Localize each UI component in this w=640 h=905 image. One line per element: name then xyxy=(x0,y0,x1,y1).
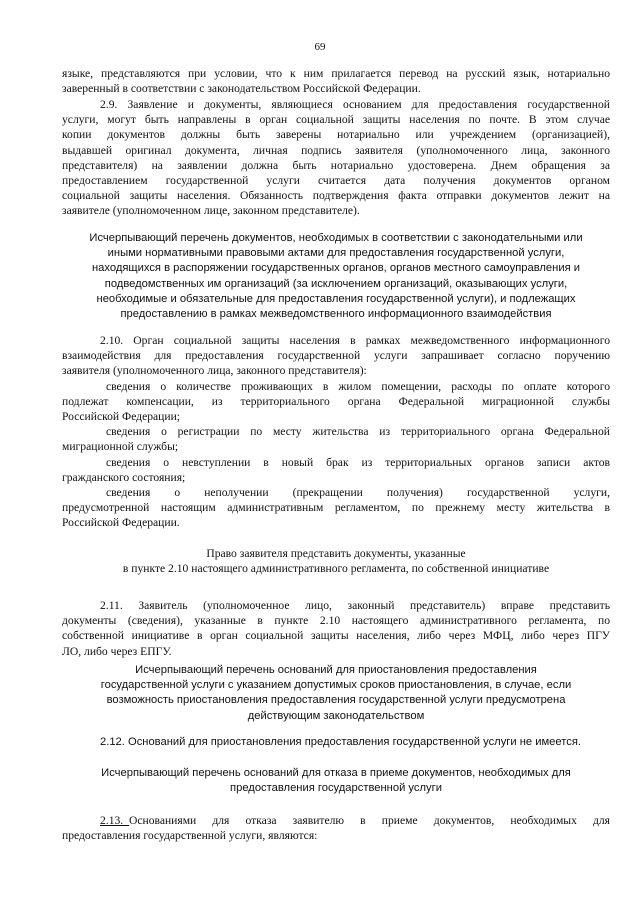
text-line: копии документов должны быть заверены нотариально или учреждением (организацией), xyxy=(62,128,610,142)
paragraph-2-13 xyxy=(62,813,610,843)
heading-line: иными нормативными правовыми актами для предоставления государственной услуги, xyxy=(107,247,565,260)
heading-line: предоставлению в рамках межведомственного информационного взаимодействия xyxy=(120,308,552,321)
text-line: миграционной службы; xyxy=(62,440,179,454)
text-line: документы (сведения), указанные в пункте 2.10 настоящего административного регламента, по xyxy=(62,614,610,628)
text-fragment: Основаниями для отказа заявителю в приеме документов, необходимых для xyxy=(128,814,610,827)
heading-line: Исчерпывающий перечень документов, необходимых в соответствии с законодательными или xyxy=(89,232,583,244)
paragraph-2-9 xyxy=(62,97,610,219)
text-line: 2.9. Заявление и документы, являющиеся основанием для предоставления государственной xyxy=(100,98,610,111)
heading-line: необходимые и обязательные для предоставления государственной услуги), и подлежащих xyxy=(96,292,576,305)
section-heading-refusal xyxy=(62,766,610,796)
text-line: услуги, могут быть направлены в орган социальной защиты населения по почте. В этом случае xyxy=(62,113,610,127)
text-line: социальной защиты населения. Обязанность подтверждения факта отправки документов лежит на xyxy=(62,189,610,203)
text-line: языке, представляются при условии, что к ним прилагается перевод на русский язык, нотариально xyxy=(62,67,610,80)
text-line: заявителе (уполномоченном лице, законном представителе). xyxy=(62,204,360,218)
text-line: взаимодействия для предоставления государственной услуги запрашивает согласно поручению xyxy=(62,349,610,363)
text-line: Российской Федерации; xyxy=(62,410,181,424)
text-line: выдавшей оригинал документа, личная подпись заявителя (уполномоченного лица, законного xyxy=(62,143,610,157)
paragraph-2-12 xyxy=(62,735,610,750)
text-line: гражданского состояния; xyxy=(62,470,186,484)
heading-line: действующим законодательством xyxy=(247,709,425,722)
text-line: сведения о неполучении (прекращении получения) государственной услуги, xyxy=(106,486,610,500)
heading-line: Исчерпывающий перечень оснований для приостановления предоставления xyxy=(135,664,537,676)
text-line: 2.10. Орган социальной защиты населения в рамках межведомственного информационного xyxy=(100,334,610,347)
heading-line: возможность приостановления предоставления государственной услуги предусмотрена xyxy=(106,694,566,707)
paragraph-continuation xyxy=(62,66,610,96)
text-line: 2.12. Оснований для приостановления предоставления государственной услуги не имеется. xyxy=(100,736,582,748)
text-line: сведения о невступлении в новый брак из территориальных органов записи актов xyxy=(106,455,610,469)
text-line: предоставления государственной услуги, являются: xyxy=(62,829,318,843)
heading-line: в пункте 2.10 настоящего административного регламента, по собственной инициативе xyxy=(122,562,550,576)
heading-line: Право заявителя представить документы, указанные xyxy=(206,547,466,560)
section-heading-suspension xyxy=(62,663,610,724)
text-line: заявителя (уполномоченного лица, законного представителя): xyxy=(62,364,367,378)
section-heading-documents-list xyxy=(62,231,610,322)
text-line: сведения о количестве проживающих в жилом помещении, расходы по оплате которого xyxy=(106,379,610,393)
text-line: предоставлением государственной услуги считается дата получения документов органом xyxy=(62,174,610,188)
heading-line: находящихся в распоряжении государственных органов, органов местного самоуправления и xyxy=(91,262,580,275)
text-line: предусмотренной настоящим административным регламентом, по прежнему месту жительства в xyxy=(62,501,610,515)
section-heading-applicant-right xyxy=(62,546,610,576)
text-line: заверенный в соответствии с законодательством Российской Федерации. xyxy=(62,82,421,96)
text-line: собственной инициативе в орган социальной защиты населения, либо через МФЦ, либо через ПГУ xyxy=(62,629,610,643)
text-line: Российской Федерации. xyxy=(62,516,180,530)
paragraph-2-10 xyxy=(62,333,610,531)
paragraph-2-11 xyxy=(62,598,610,659)
text-line: ЛО, либо через ЕПГУ. xyxy=(62,644,172,658)
text-line: подлежат компенсации, из территориального органа Федеральной миграционной службы xyxy=(62,394,610,408)
heading-line: Исчерпывающий перечень оснований для отказа в приеме документов, необходимых для xyxy=(101,767,571,779)
paragraph-number: 2.13._ xyxy=(100,814,129,827)
text-line: 2.11. Заявитель (уполномоченное лицо, законный представитель) вправе представить xyxy=(100,599,610,612)
text-line: представителя) на заявлении должна быть нотариально удостоверена. Днем обращения за xyxy=(62,158,610,172)
heading-line: государственной услуги с указанием допустимых сроков приостановления, в случае, если xyxy=(100,679,572,692)
heading-line: подведомственных им организаций (за исключением организаций, оказывающих услуги, xyxy=(104,277,568,290)
page-number: 69 xyxy=(314,41,326,53)
text-line xyxy=(62,813,610,828)
heading-line: предоставления государственной услуги xyxy=(230,782,442,795)
text-line: сведения о регистрации по месту жительства из территориального органа Федеральной xyxy=(106,425,610,439)
